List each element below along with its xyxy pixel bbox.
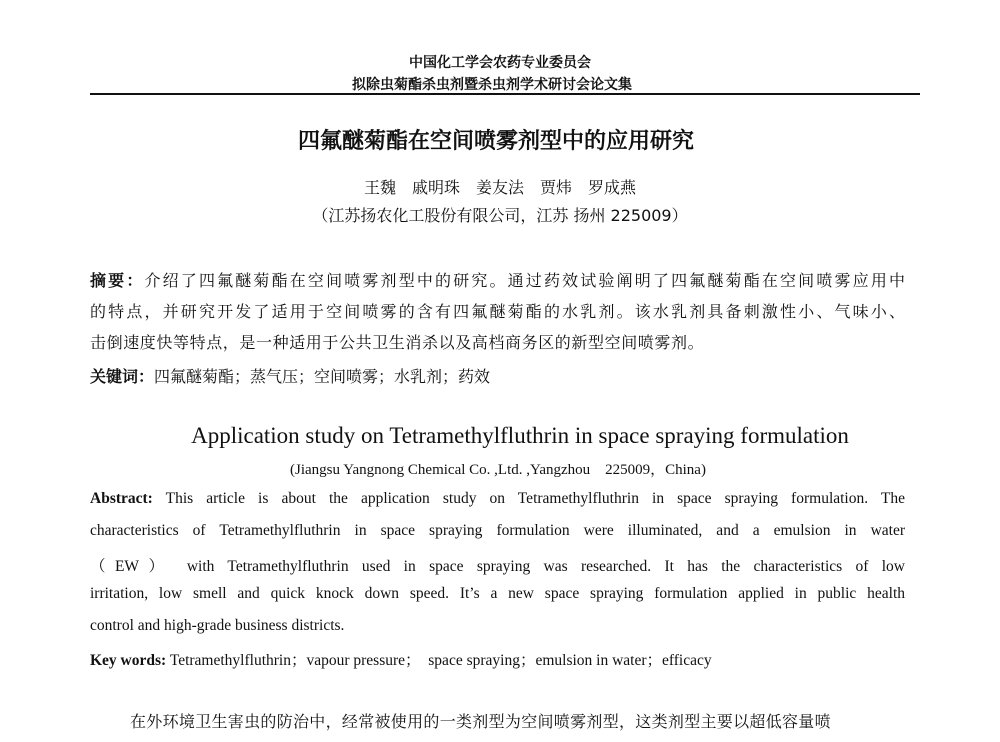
keywords-zh-label: 关键词： [90,367,155,386]
abstract-en-line: control and high-grade business districts. [90,617,345,634]
abstract-en-text: This article is about the application study on Tetramethylfluthrin in space spraying formulation. The [165,490,905,507]
abstract-zh-line: 的特点，并研究开发了适用于空间喷雾的含有四氟醚菊酯的水乳剂。该水乳剂具备刺激性小、气味小、 [90,302,905,321]
affiliation-en: (Jiangsu Yangnong Chemical Co. ,Ltd. ,Yangzhou 225009，China) [290,462,706,478]
proceedings-header-title: 拟除虫菊酯杀虫剂暨杀虫剂学术研讨会论文集 [352,77,632,93]
keywords-en-label: Key words: [90,652,167,669]
body-paragraph-start: 在外环境卫生害虫的防治中，经常被使用的一类剂型为空间喷雾剂型，这类剂型主要以超低容量喷 [130,712,831,731]
abstract-zh-line [90,268,905,291]
header-rule [90,93,920,95]
abstract-en-line: （EW） with Tetramethylfluthrin used in space spraying was researched. It has the characteristics of low [90,558,905,575]
paper-title-en: Application study on Tetramethylfluthrin in space spraying formulation [191,423,849,448]
abstract-en-line [90,490,905,508]
keywords-zh [90,364,490,387]
abstract-en-line: characteristics of Tetramethylfluthrin in space spraying formulation were illuminated, and a emulsion in water [90,522,905,539]
authors-zh: 王魏 戚明珠 姜友法 贾炜 罗成燕 [363,178,636,197]
keywords-zh-text: 四氟醚菊酯；蒸气压；空间喷雾；水乳剂；药效 [154,367,491,386]
keywords-en [90,648,712,670]
abstract-zh-label: 摘要： [90,271,145,290]
affiliation-zh: （江苏扬农化工股份有限公司，江苏 扬州 225009） [312,206,688,225]
paper-title-zh: 四氟醚菊酯在空间喷雾剂型中的应用研究 [297,129,694,154]
abstract-en-line: irritation, low smell and quick knock down speed. It’s a new space spraying formulation applied in public health [90,585,905,602]
abstract-zh-text: 介绍了四氟醚菊酯在空间喷雾剂型中的研究。通过药效试验阐明了四氟醚菊酯在空间喷雾应用中 [144,271,905,290]
abstract-zh-line: 击倒速度快等特点，是一种适用于公共卫生消杀以及高档商务区的新型空间喷雾剂。 [90,333,705,352]
proceedings-header-org: 中国化工学会农药专业委员会 [409,55,591,71]
keywords-en-text: Tetramethylfluthrin；vapour pressure； space spraying；emulsion in water；efficacy [169,652,712,669]
abstract-en-label: Abstract: [90,490,153,507]
